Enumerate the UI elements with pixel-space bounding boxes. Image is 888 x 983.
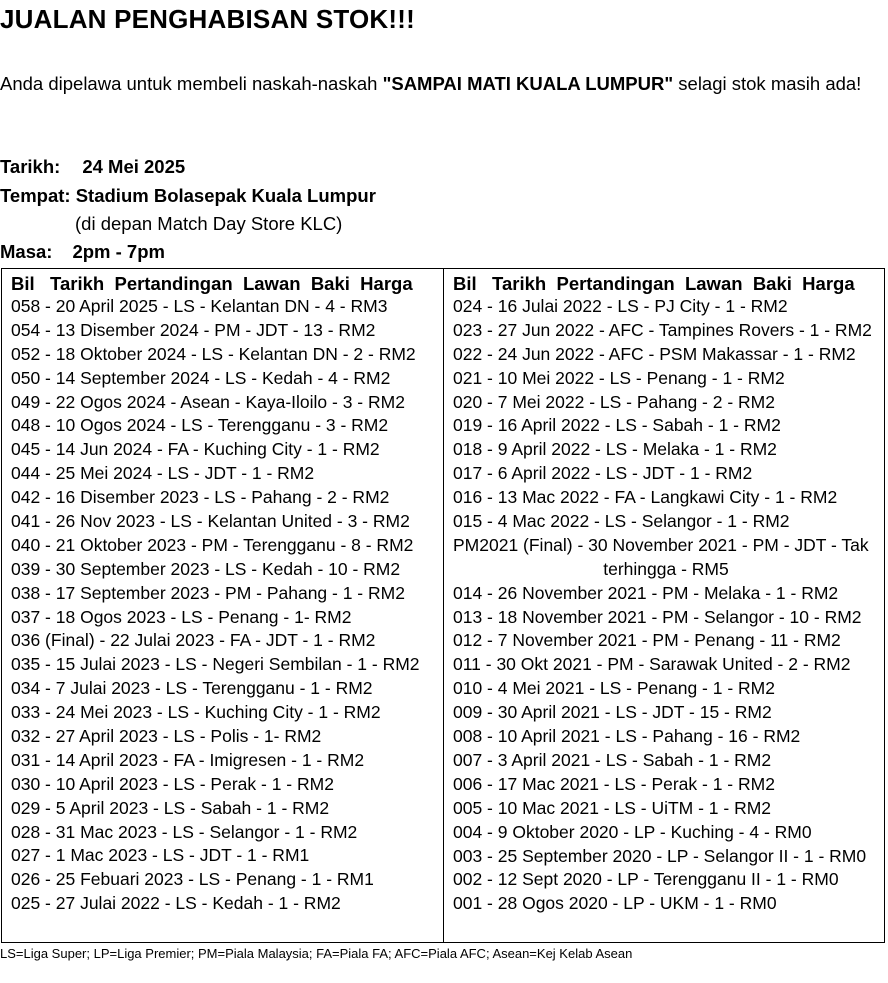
table-row: 036 (Final) - 22 Julai 2023 - FA - JDT - 1 - RM2 <box>11 630 376 651</box>
table-row: 008 - 10 April 2021 - LS - Pahang - 16 - RM2 <box>453 726 801 747</box>
table-row: 021 - 10 Mei 2022 - LS - Penang - 1 - RM2 <box>453 367 785 388</box>
table-row: 016 - 13 Mac 2022 - FA - Langkawi City - 1 - RM2 <box>453 487 838 508</box>
table-row: 050 - 14 September 2024 - LS - Kedah - 4 - RM2 <box>11 367 391 388</box>
table-row: 013 - 18 November 2021 - PM - Selangor - 10 - RM2 <box>453 606 862 627</box>
table-row: 032 - 27 April 2023 - LS - Polis - 1- RM2 <box>11 726 322 747</box>
table-row: 049 - 22 Ogos 2024 - Asean - Kaya-Iloilo - 3 - RM2 <box>11 391 405 412</box>
right-rows <box>453 295 879 916</box>
table-row: 027 - 1 Mac 2023 - LS - JDT - 1 - RM1 <box>11 845 310 866</box>
table-row: 020 - 7 Mei 2022 - LS - Pahang - 2 - RM2 <box>453 391 775 412</box>
table-row: 052 - 18 Oktober 2024 - LS - Kelantan DN - 2 - RM2 <box>11 343 416 364</box>
table-row: 002 - 12 Sept 2020 - LP - Terengganu II - 1 - RM0 <box>453 869 839 890</box>
table-row: 014 - 26 November 2021 - PM - Melaka - 1 - RM2 <box>453 582 839 603</box>
right-column-header: Bil Tarikh Pertandingan Lawan Baki Harga <box>453 273 855 294</box>
table-row: 001 - 28 Ogos 2020 - LP - UKM - 1 - RM0 <box>453 893 777 914</box>
table-row: 033 - 24 Mei 2023 - LS - Kuching City - 1 - RM2 <box>11 702 381 723</box>
table-row: 042 - 16 Disember 2023 - LS - Pahang - 2 - RM2 <box>11 487 390 508</box>
date-label: Tarikh: <box>0 156 61 177</box>
date-value: 24 Mei 2025 <box>82 156 186 177</box>
table-row: 012 - 7 November 2021 - PM - Penang - 11 - RM2 <box>453 630 841 651</box>
table-row: 038 - 17 September 2023 - PM - Pahang - 1 - RM2 <box>11 582 405 603</box>
table-row: 024 - 16 Julai 2022 - LS - PJ City - 1 - RM2 <box>453 296 788 316</box>
table-row: 054 - 13 Disember 2024 - PM - JDT - 13 - RM2 <box>11 319 376 340</box>
intro-paragraph <box>0 70 870 97</box>
stock-table <box>1 268 885 943</box>
table-row: 031 - 14 April 2023 - FA - Imigresen - 1 - RM2 <box>11 749 365 770</box>
table-row: 011 - 30 Okt 2021 - PM - Sarawak United - 2 - RM2 <box>453 654 851 675</box>
table-row: 041 - 26 Nov 2023 - LS - Kelantan United - 3 - RM2 <box>11 511 410 532</box>
place-note: (di depan Match Day Store KLC) <box>75 213 343 234</box>
place-label: Tempat: <box>0 185 71 206</box>
table-row: 026 - 25 Febuari 2023 - LS - Penang - 1 - RM1 <box>11 869 374 890</box>
table-row: 030 - 10 April 2023 - LS - Perak - 1 - RM2 <box>11 773 334 794</box>
table-row: 037 - 18 Ogos 2023 - LS - Penang - 1- RM2 <box>11 606 352 627</box>
table-row: 040 - 21 Oktober 2023 - PM - Terengganu - 8 - RM2 <box>11 534 414 555</box>
abbreviation-footnote: LS=Liga Super; LP=Liga Premier; PM=Piala Malaysia; FA=Piala FA; AFC=Piala AFC; Asean=Kej Kelab Asean <box>0 946 633 961</box>
table-row: 007 - 3 April 2021 - LS - Sabah - 1 - RM2 <box>453 749 772 770</box>
table-row: 009 - 30 April 2021 - LS - JDT - 15 - RM2 <box>453 702 772 723</box>
table-row: 010 - 4 Mei 2021 - LS - Penang - 1 - RM2 <box>453 678 775 699</box>
table-row: 044 - 25 Mei 2024 - LS - JDT - 1 - RM2 <box>11 463 315 484</box>
table-row: 045 - 14 Jun 2024 - FA - Kuching City - 1 - RM2 <box>11 439 380 460</box>
date-line <box>0 156 185 178</box>
table-row: 017 - 6 April 2022 - LS - JDT - 1 - RM2 <box>453 463 753 484</box>
table-row: 048 - 10 Ogos 2024 - LS - Terengganu - 3 - RM2 <box>11 415 389 436</box>
left-rows <box>11 295 437 916</box>
book-title-highlight: "SAMPAI MATI KUALA LUMPUR" <box>382 73 674 94</box>
table-row: 058 - 20 April 2025 - LS - Kelantan DN - 4 - RM3 <box>11 296 388 316</box>
table-row: 005 - 10 Mac 2021 - LS - UiTM - 1 - RM2 <box>453 797 772 818</box>
page-title: JUALAN PENGHABISAN STOK!!! <box>0 4 415 34</box>
intro-text-after: selagi stok masih ada! <box>673 73 862 94</box>
table-row: 015 - 4 Mac 2022 - LS - Selangor - 1 - RM2 <box>453 511 790 532</box>
place-value: Stadium Bolasepak Kuala Lumpur <box>75 185 376 206</box>
table-row: 018 - 9 April 2022 - LS - Melaka - 1 - RM2 <box>453 439 777 460</box>
stock-table-right-column <box>444 269 885 942</box>
time-line <box>0 241 165 263</box>
table-row: 029 - 5 April 2023 - LS - Sabah - 1 - RM2 <box>11 797 330 818</box>
table-row: 028 - 31 Mac 2023 - LS - Selangor - 1 - RM2 <box>11 821 358 842</box>
place-note-line <box>75 213 342 235</box>
place-line <box>0 185 376 207</box>
table-row: 006 - 17 Mac 2021 - LS - Perak - 1 - RM2 <box>453 773 775 794</box>
table-row: 022 - 24 Jun 2022 - AFC - PSM Makassar - 1 - RM2 <box>453 343 856 364</box>
table-row: 034 - 7 Julai 2023 - LS - Terengganu - 1 - RM2 <box>11 678 373 699</box>
stock-table-left-column <box>2 269 444 942</box>
table-row: 004 - 9 Oktober 2020 - LP - Kuching - 4 - RM0 <box>453 821 812 842</box>
table-row: 023 - 27 Jun 2022 - AFC - Tampines Rovers - 1 - RM2 <box>453 319 872 340</box>
table-row: 035 - 15 Julai 2023 - LS - Negeri Sembilan - 1 - RM2 <box>11 654 420 675</box>
left-column-header: Bil Tarikh Pertandingan Lawan Baki Harga <box>11 273 413 294</box>
intro-text-before: Anda dipelawa untuk membeli naskah-naskah <box>0 73 383 94</box>
table-row: 003 - 25 September 2020 - LP - Selangor II - 1 - RM0 <box>453 845 867 866</box>
time-label: Masa: <box>0 241 53 262</box>
table-row: 019 - 16 April 2022 - LS - Sabah - 1 - RM2 <box>453 415 781 436</box>
table-row: 025 - 27 Julai 2022 - LS - Kedah - 1 - RM2 <box>11 893 341 914</box>
time-value: 2pm - 7pm <box>72 241 165 262</box>
table-row: 039 - 30 September 2023 - LS - Kedah - 10 - RM2 <box>11 558 401 579</box>
table-row: PM2021 (Final) - 30 November 2021 - PM - JDT - Tak terhingga - RM5 <box>453 534 869 579</box>
